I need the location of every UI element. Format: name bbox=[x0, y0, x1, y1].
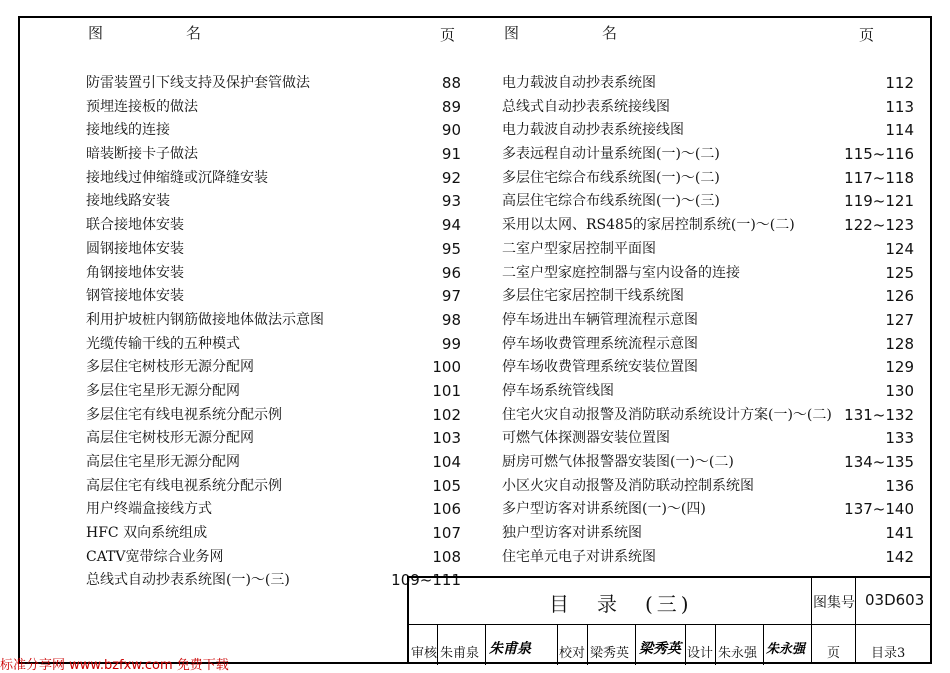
toc-entry bbox=[86, 427, 461, 451]
toc-entry-page: 114 bbox=[885, 121, 914, 140]
toc-entry-title: 角钢接地体安装 bbox=[86, 264, 184, 281]
toc-entry bbox=[86, 309, 461, 333]
toc-entry bbox=[86, 356, 461, 380]
toc-entry bbox=[86, 167, 461, 191]
toc-entry-title: 电力载波自动抄表系统接线图 bbox=[502, 122, 684, 139]
toc-entry-title: 多层住宅树枝形无源分配网 bbox=[86, 359, 254, 376]
toc-entry-title: 联合接地体安装 bbox=[86, 217, 184, 234]
toc-entry-title: 独户型访客对讲系统图 bbox=[502, 525, 642, 542]
toc-entry bbox=[86, 143, 461, 167]
toc-entry-title: 停车场收费管理系统安装位置图 bbox=[502, 359, 698, 376]
header-title-label: 图 bbox=[504, 24, 522, 42]
toc-entry-title: 高层住宅有线电视系统分配示例 bbox=[86, 477, 282, 494]
toc-entry bbox=[86, 214, 461, 238]
toc-entry bbox=[86, 498, 461, 522]
toc-entry-title: 多户型访客对讲系统图(一)～(四) bbox=[502, 501, 706, 518]
toc-entry bbox=[502, 167, 914, 191]
watermark-text: 标准分享网 www.bzfxw.com 免费下载 bbox=[0, 658, 229, 673]
toc-entry bbox=[502, 119, 914, 143]
toc-entry-title: 高层住宅树枝形无源分配网 bbox=[86, 430, 254, 447]
toc-entry-page: 141 bbox=[885, 524, 914, 543]
toc-entry-title: 小区火灾自动报警及消防联动控制系统图 bbox=[502, 477, 754, 494]
toc-entry bbox=[502, 309, 914, 333]
review-signature: 朱甫泉 bbox=[489, 641, 531, 657]
toc-entry bbox=[86, 72, 461, 96]
header-name-label: 名 bbox=[186, 24, 202, 42]
toc-entry-page: 127 bbox=[885, 310, 914, 329]
toc-entry-page: 93 bbox=[441, 192, 461, 211]
toc-entry-title: 接地线过伸缩缝或沉降缝安装 bbox=[86, 169, 268, 186]
toc-entry-title: 采用以太网、RS485的家居控制系统(一)～(二) bbox=[502, 217, 795, 234]
toc-entry-title: 高层住宅星形无源分配网 bbox=[86, 454, 240, 470]
toc-entry-title: 防雷装置引下线支持及保护套管做法 bbox=[86, 75, 310, 91]
toc-entry bbox=[86, 404, 461, 428]
toc-entry-page: 125 bbox=[885, 263, 914, 282]
toc-right-list bbox=[502, 72, 914, 569]
toc-entry bbox=[86, 569, 461, 593]
toc-entry-title: 总线式自动抄表系统图(一)～(三) bbox=[86, 572, 290, 589]
toc-entry-page: 97 bbox=[441, 287, 461, 306]
toc-entry-title: 多层住宅综合布线系统图(一)～(二) bbox=[502, 169, 720, 186]
toc-entry-page: 96 bbox=[441, 263, 461, 282]
review-name: 朱甫泉 bbox=[440, 646, 480, 661]
toc-entry bbox=[86, 380, 461, 404]
toc-entry-page: 102 bbox=[432, 405, 461, 424]
toc-entry bbox=[502, 285, 914, 309]
toc-entry-page: 119~121 bbox=[844, 192, 914, 211]
toc-entry-title: HFC 双向系统组成 bbox=[86, 525, 208, 542]
toc-entry bbox=[86, 285, 461, 309]
toc-entry bbox=[502, 190, 914, 214]
toc-entry-page: 137~140 bbox=[844, 500, 914, 519]
toc-entry-page: 124 bbox=[885, 239, 914, 258]
toc-entry bbox=[502, 143, 914, 167]
toc-entry bbox=[86, 190, 461, 214]
title-block-title: 目 录 (三) bbox=[549, 592, 693, 616]
check-signature: 梁秀英 bbox=[639, 641, 681, 657]
toc-entry bbox=[86, 119, 461, 143]
toc-entry-page: 129 bbox=[885, 358, 914, 377]
review-label: 审核 bbox=[411, 646, 438, 661]
toc-entry bbox=[502, 214, 914, 238]
toc-entry-page: 99 bbox=[441, 334, 461, 353]
toc-entry-page: 98 bbox=[441, 310, 461, 329]
toc-entry-title: 暗装断接卡子做法 bbox=[86, 146, 198, 163]
toc-entry bbox=[502, 546, 914, 570]
toc-entry bbox=[86, 451, 461, 475]
toc-entry bbox=[502, 356, 914, 380]
toc-entry-title: 用户终端盒接线方式 bbox=[86, 501, 212, 518]
header-page-label: 页 bbox=[858, 26, 874, 44]
toc-entry bbox=[502, 238, 914, 262]
toc-entry-title: 二室户型家居控制平面图 bbox=[502, 240, 656, 257]
toc-entry bbox=[502, 333, 914, 357]
toc-entry bbox=[502, 427, 914, 451]
toc-entry-page: 122~123 bbox=[844, 216, 914, 235]
toc-entry-page: 115~116 bbox=[844, 145, 914, 164]
toc-entry-page: 112 bbox=[885, 74, 914, 92]
toc-entry bbox=[502, 96, 914, 120]
toc-entry-page: 130 bbox=[885, 381, 914, 400]
toc-entry-page: 101 bbox=[432, 381, 461, 400]
toc-entry-page: 128 bbox=[885, 334, 914, 353]
toc-entry-page: 113 bbox=[885, 97, 914, 116]
check-name: 梁秀英 bbox=[590, 646, 630, 661]
header-page-label: 页 bbox=[439, 26, 455, 44]
toc-entry-page: 89 bbox=[441, 97, 461, 116]
toc-entry bbox=[86, 522, 461, 546]
toc-entry-page: 108 bbox=[432, 547, 461, 566]
toc-left-list bbox=[86, 72, 461, 593]
toc-entry-title: 接地线路安装 bbox=[86, 193, 170, 210]
toc-entry-page: 131~132 bbox=[844, 405, 914, 424]
check-label: 校对 bbox=[559, 646, 586, 661]
toc-entry bbox=[86, 262, 461, 286]
toc-entry-title: 停车场收费管理系统流程示意图 bbox=[502, 335, 698, 352]
toc-entry bbox=[502, 72, 914, 96]
toc-entry bbox=[502, 380, 914, 404]
toc-entry-page: 91 bbox=[441, 145, 461, 164]
toc-entry bbox=[502, 404, 914, 428]
toc-entry-title: CATV宽带综合业务网 bbox=[86, 548, 224, 565]
toc-right-column bbox=[502, 22, 914, 569]
toc-entry-title: 高层住宅综合布线系统图(一)～(三) bbox=[502, 193, 720, 210]
design-label: 设计 bbox=[687, 646, 714, 661]
toc-entry bbox=[502, 262, 914, 286]
header-title-label: 图 bbox=[88, 24, 106, 42]
toc-entry-title: 停车场系统管线图 bbox=[502, 382, 614, 399]
toc-entry-title: 预埋连接板的做法 bbox=[86, 98, 198, 115]
toc-entry bbox=[502, 451, 914, 475]
toc-entry bbox=[502, 498, 914, 522]
toc-entry-page: 95 bbox=[441, 239, 461, 258]
toc-entry-title: 停车场进出车辆管理流程示意图 bbox=[502, 311, 698, 328]
toc-entry bbox=[86, 333, 461, 357]
toc-left-column bbox=[86, 22, 461, 593]
toc-left-header bbox=[86, 22, 461, 72]
toc-entry-page: 136 bbox=[885, 476, 914, 495]
toc-entry-page: 105 bbox=[432, 476, 461, 495]
toc-entry-page: 106 bbox=[432, 500, 461, 519]
toc-entry-title: 多表远程自动计量系统图(一)～(二) bbox=[502, 146, 720, 163]
toc-entry-page: 103 bbox=[432, 429, 461, 448]
toc-entry bbox=[86, 96, 461, 120]
toc-entry-title: 圆钢接地体安装 bbox=[86, 240, 184, 257]
toc-entry bbox=[86, 546, 461, 570]
toc-entry-title: 多层住宅有线电视系统分配示例 bbox=[86, 406, 282, 423]
toc-entry-title: 电力载波自动抄表系统图 bbox=[502, 75, 656, 91]
toc-right-header bbox=[502, 22, 914, 72]
page-label: 页 bbox=[827, 646, 841, 661]
toc-entry-page: 104 bbox=[432, 453, 461, 471]
header-name-label: 名 bbox=[602, 24, 618, 42]
toc-entry-page: 126 bbox=[885, 287, 914, 306]
toc-entry bbox=[86, 475, 461, 499]
toc-entry-page: 88 bbox=[441, 74, 461, 92]
design-name: 朱永强 bbox=[718, 646, 758, 661]
atlas-number: 03D603 bbox=[865, 591, 925, 609]
toc-entry-title: 总线式自动抄表系统接线图 bbox=[502, 98, 670, 115]
toc-entry-title: 接地线的连接 bbox=[86, 122, 170, 139]
design-signature: 朱永强 bbox=[766, 642, 806, 657]
toc-entry-page: 107 bbox=[432, 524, 461, 543]
toc-entry-title: 住宅单元电子对讲系统图 bbox=[502, 548, 656, 565]
toc-entry-title: 多层住宅星形无源分配网 bbox=[86, 382, 240, 399]
toc-entry-page: 92 bbox=[441, 168, 461, 187]
atlas-number-label: 图集号 bbox=[813, 595, 855, 611]
toc-entry-page: 100 bbox=[432, 358, 461, 377]
toc-entry-title: 二室户型家庭控制器与室内设备的连接 bbox=[502, 264, 740, 281]
toc-entry-title: 可燃气体探测器安装位置图 bbox=[502, 430, 670, 447]
toc-entry-title: 钢管接地体安装 bbox=[86, 288, 184, 305]
toc-entry-page: 94 bbox=[441, 216, 461, 235]
toc-entry-title: 多层住宅家居控制干线系统图 bbox=[502, 288, 684, 305]
toc-entry-page: 134~135 bbox=[844, 453, 914, 471]
toc-entry-page: 133 bbox=[885, 429, 914, 448]
toc-entry-page: 90 bbox=[441, 121, 461, 140]
toc-entry-page: 142 bbox=[885, 547, 914, 566]
toc-entry-title: 厨房可燃气体报警器安装图(一)～(二) bbox=[502, 454, 734, 470]
toc-entry-title: 光缆传输干线的五种模式 bbox=[86, 335, 240, 352]
toc-entry-title: 住宅火灾自动报警及消防联动系统设计方案(一)～(二) bbox=[502, 406, 832, 423]
toc-entry bbox=[502, 522, 914, 546]
toc-entry bbox=[502, 475, 914, 499]
title-block bbox=[407, 576, 932, 664]
toc-entry-title: 利用护坡桩内钢筋做接地体做法示意图 bbox=[86, 311, 324, 328]
toc-entry-page: 109~111 bbox=[391, 571, 461, 590]
page-value: 目录3 bbox=[871, 646, 906, 661]
toc-entry-page: 117~118 bbox=[844, 168, 914, 187]
toc-entry bbox=[86, 238, 461, 262]
